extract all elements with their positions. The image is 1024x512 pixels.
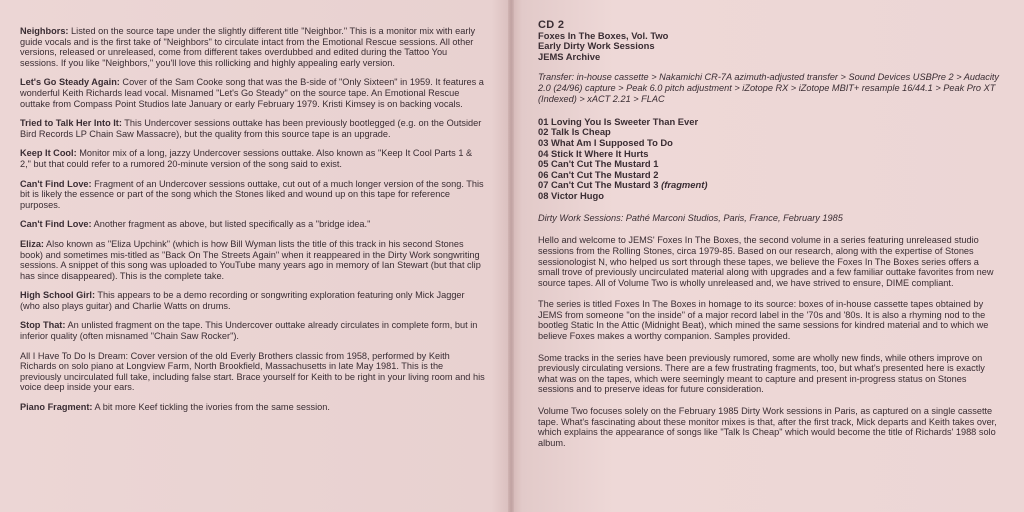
track-note-piano-fragment — [20, 402, 485, 413]
right-page — [520, 0, 1024, 512]
series-title-paragraph: The series is titled Foxes In The Boxes in homage to its source: boxes of in-house cassette tapes obtained by JEMS from someone "on the inside" of a major record label in the '70s and '80s. It is also a rhyming nod to the bootleg Static In the Attic (Midnight Beat), which mined the same sessions for kindred material and to which we believe Foxes makes a worthy companion. Samples provided. — [538, 299, 989, 342]
track-item: 04 Stick It Where It Hurts — [538, 147, 649, 159]
track-note-title: High School Girl: — [20, 290, 96, 301]
cd-title: Foxes In The Boxes, Vol. Two — [538, 29, 669, 41]
transfer-chain: Transfer: in-house cassette > Nakamichi CR-7A azimuth-adjusted transfer > Sound Devices USBPre 2 > Audacity 2.0 (24/96) capture > Peak 6.0 pitch adjustment > iZotope RX > iZotope MBIT+ resample 16/44.1 > Peak Pro XT (Indexed) > xACT 2.21 > FLAC — [538, 72, 1000, 104]
track-item: 06 Can't Cut The Mustard 2 — [538, 168, 659, 180]
track-note-text: Fragment of an Undercover sessions outtake, cut out of a much longer version of the song. This bit is likely the essence or part of the song which the Stones liked and wound up on this tape for reference purposes. — [20, 178, 484, 210]
volume-two-paragraph: Volume Two focuses solely on the February 1985 Dirty Work sessions in Paris, as captured on a single cassette tape. What's fascinating about these monitor mixes is that, after the first track, Mick departs and Keith takes over, which explains the appearance of songs like "Talk Is Cheap" which would become the title of Richards' 1988 solo album. — [538, 406, 997, 448]
track-note-title: Neighbors: — [20, 26, 69, 36]
track-item: 01 Loving You Is Sweeter Than Ever — [538, 115, 699, 127]
track-note-text: A bit more Keef tickling the ivories from the same session. — [92, 402, 330, 413]
cd-source: JEMS Archive — [538, 50, 601, 62]
track-note-tried-to-talk-her-into-it — [20, 118, 485, 139]
track-fragment-note: (fragment) — [661, 179, 708, 191]
cd-label: CD 2 — [538, 19, 565, 31]
track-note-title: Stop That: — [20, 320, 66, 331]
track-note-title: Eliza: — [20, 238, 44, 249]
track-note-text: All I Have To Do Is Dream: Cover version of the old Everly Brothers classic from 1958, performed by Keith Richards on solo piano at Longview Farm, North Brookfield, Massachusetts in late May 1981. This is the previously uncirculated full take, including false start. Brace yourself for Keith to be right in your living room and his voice deep inside your ears. — [20, 350, 485, 393]
track-note-text: An unlisted fragment on the tape. This Undercover outtake already circulates in complete form, but in inferior quality (often misnamed "Chain Saw Rocker"). — [20, 320, 478, 342]
track-note-title: Tried to Talk Her Into It: — [20, 118, 122, 129]
tracks-status-paragraph: Some tracks in the series have been previously rumored, some are wholly new finds, while others improve on previously circulating versions. There are a few frustrating fragments, too, but what's presented here is exactly what was on the tapes, which were seemingly meant to capture and present in-progress status on Stones sessions and to preserve ideas for future consideration. — [538, 352, 985, 395]
track-note-text: This appears to be a demo recording or songwriting exploration featuring only Mick Jagger (who also plays guitar) and Charlie Watts on drums. — [20, 290, 465, 311]
track-note-text: Also known as "Eliza Upchink" (which is how Bill Wyman lists the title of this track in his second Stones book) and sometimes mis-titled as "Back On The Streets Again" when it reappeared in the Dirty Work songwriting sessions. A snippet of this song was uploaded to YouTube many years ago in memory of Ian Stewart (but that clip has since disappeared). This is the complete take. — [20, 238, 481, 281]
track-item: 07 Can't Cut The Mustard 3 (fragment) — [538, 179, 708, 191]
track-note-text: Another fragment as above, but listed specifically as a "bridge idea." — [91, 219, 371, 230]
track-list — [538, 117, 1002, 202]
track-note-title: Piano Fragment: — [20, 402, 93, 413]
track-item: 08 Victor Hugo — [538, 189, 604, 201]
track-note-eliza — [20, 239, 485, 281]
track-item: 03 What Am I Supposed To Do — [538, 136, 673, 148]
track-note-text: Listed on the source tape under the slightly different title "Neighbor." This is a monitor mix with early guide vocals and is the first take of "Neighbors" to circulate intact from the Emotional Rescue sessions. All other versions, released or unreleased, come from different takes overdubbed and edited during the Tattoo You sessions. If you like "Neighbors," you'll love this rollicking and highly appealing early version. — [20, 26, 476, 68]
track-note-lets-go-steady-again — [20, 77, 485, 109]
track-note-text: Monitor mix of a long, jazzy Undercover sessions outtake. Also known as "Keep It Cool Parts 1 & 2," but that could refer to a rumored 20-minute version of the song said to exist. — [20, 148, 473, 169]
track-note-neighbors — [20, 26, 485, 68]
track-note-cant-find-love-1 — [20, 179, 485, 211]
cd-header — [538, 20, 1002, 62]
session-info: Dirty Work Sessions: Pathé Marconi Studios, Paris, France, February 1985 — [538, 212, 843, 223]
track-note-title: Can't Find Love: — [20, 178, 92, 189]
track-note-title: Let's Go Steady Again: — [20, 77, 120, 88]
track-note-text: Cover of the Sam Cooke song that was the B-side of "Only Sixteen" in 1959. It features a wonderful Keith Richards lead vocal. Misnamed "Let's Go Steady" on the source tape. An Emotional Rescue outtake from Compass Point Studios late January or early February 1979. Kristi Kimsey is on backing vocals. — [20, 77, 484, 109]
page-fold — [508, 0, 514, 512]
left-page — [0, 0, 505, 512]
track-note-cant-find-love-2 — [20, 219, 485, 230]
track-note-all-i-have-to-do-is-dream — [20, 351, 485, 393]
cd-subtitle: Early Dirty Work Sessions — [538, 40, 655, 52]
intro-paragraph: Hello and welcome to JEMS' Foxes In The Boxes, the second volume in a series featuring unreleased studio sessions from the Rolling Stones, circa 1979-85. Based on our research, along with the expertise of Stones sessionologist N, who helped us sort through these tapes, we believe the Foxes In The Boxes series offers a small trove of previously uncirculated material along with upgrades and a few familiar outtake favorites from new source tapes. All of Volume Two is wholly unreleased and, we have strived to ensure, DIME compliant. — [538, 235, 994, 288]
track-note-keep-it-cool — [20, 148, 485, 169]
track-note-text: This Undercover sessions outtake has been previously bootlegged (e.g. on the Outsider Bird Records LP Chain Saw Massacre), but the quality from this source tape is an upgrade. — [20, 118, 482, 139]
track-note-stop-that — [20, 320, 485, 341]
track-note-high-school-girl — [20, 290, 485, 311]
track-item: 05 Can't Cut The Mustard 1 — [538, 158, 659, 170]
track-item: 02 Talk Is Cheap — [538, 126, 611, 138]
track-note-title: Keep It Cool: — [20, 148, 77, 159]
track-note-title: Can't Find Love: — [20, 219, 92, 230]
